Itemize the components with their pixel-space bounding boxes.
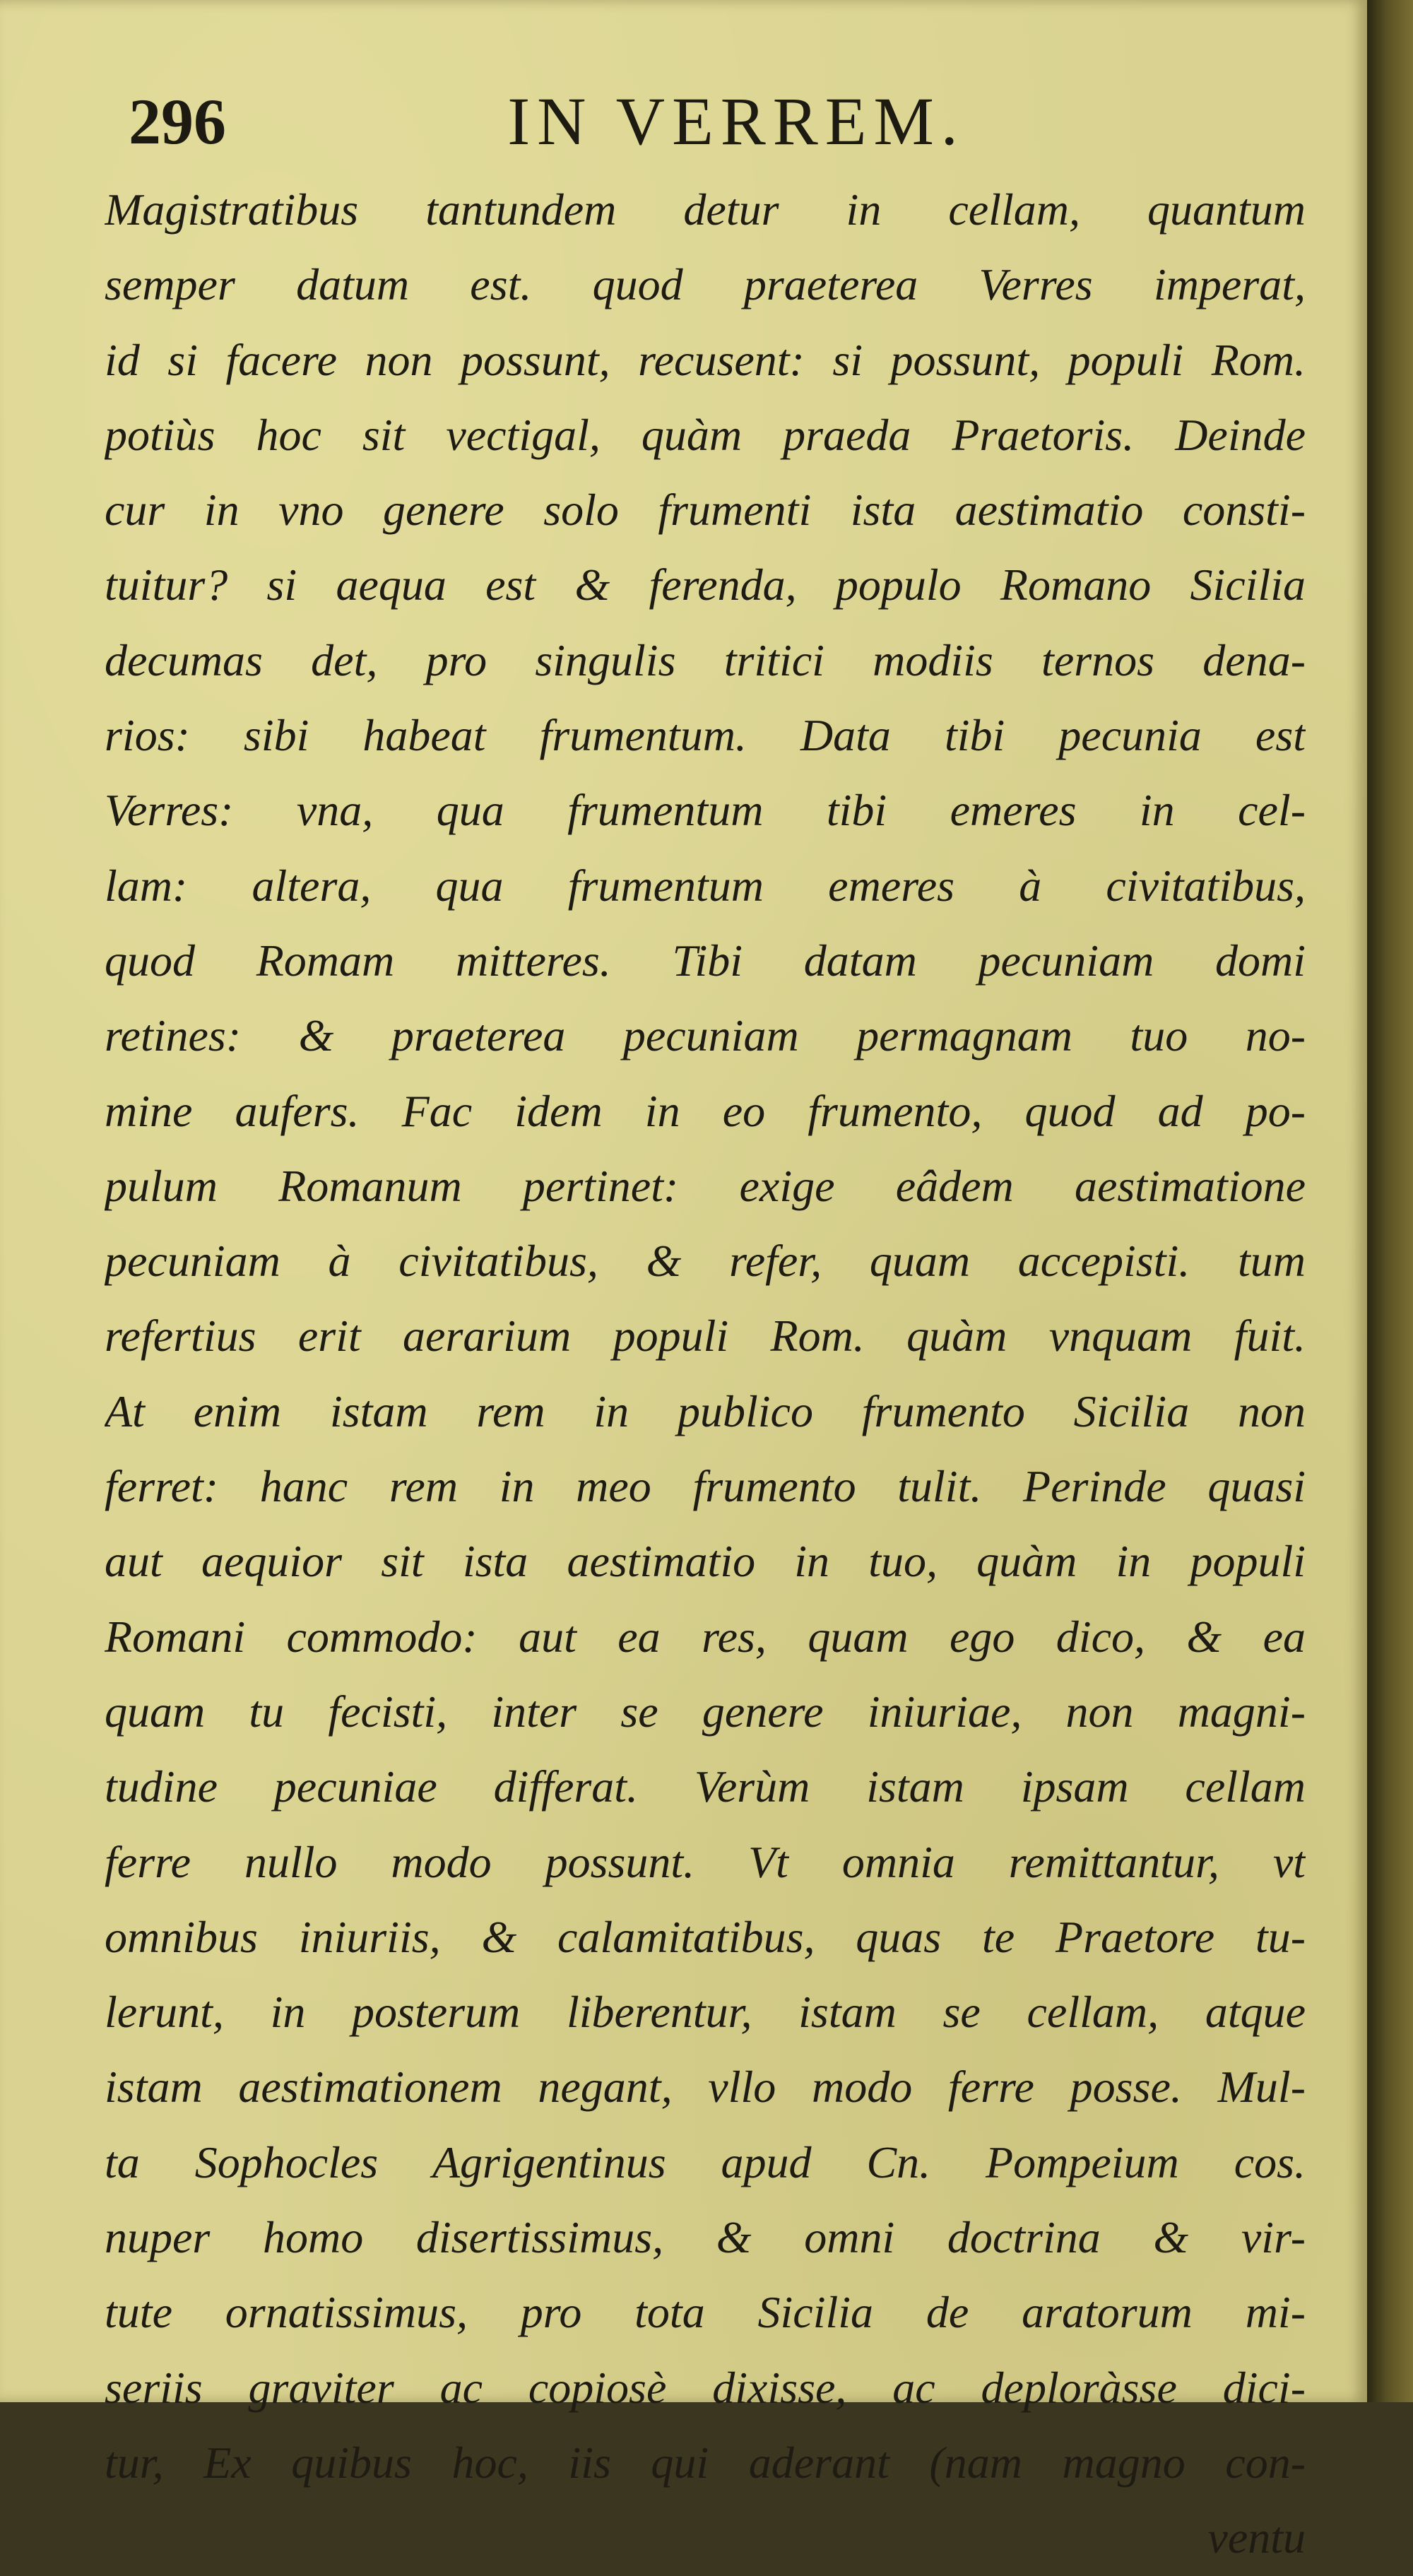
text-line: omnibus iniuriis, & calamitatibus, quas te Praetore tu- bbox=[105, 1911, 1306, 1962]
book-gutter bbox=[1367, 0, 1413, 2402]
text-line: Magistratibus tantundem detur in cellam, quantum bbox=[105, 184, 1306, 235]
text-line: nuper homo disertissimus, & omni doctrina & vir- bbox=[105, 2212, 1306, 2263]
text-line: decumas det, pro singulis tritici modiis ternos dena- bbox=[105, 634, 1306, 685]
text-line: mine aufers. Fac idem in eo frumento, quod ad po- bbox=[105, 1085, 1306, 1136]
text-line: id si facere non possunt, recusent: si possunt, populi Rom. bbox=[105, 334, 1306, 385]
text-line: tur, Ex quibus hoc, iis qui aderant (nam magno con- bbox=[105, 2437, 1306, 2488]
text-line: tudine pecuniae differat. Verùm istam ipsam cellam bbox=[105, 1761, 1306, 1812]
text-line: refertius erit aerarium populi Rom. quàm vnquam fuit. bbox=[105, 1311, 1306, 1361]
page-header bbox=[129, 79, 1287, 164]
text-line: tute ornatissimus, pro tota Sicilia de aratorum mi- bbox=[105, 2287, 1306, 2338]
text-line: seriis graviter ac copiosè dixisse, ac deploràsse dici- bbox=[105, 2362, 1306, 2413]
body-text bbox=[105, 172, 1306, 2576]
text-line: pulum Romanum pertinet: exige eâdem aestimatione bbox=[105, 1160, 1306, 1211]
text-line: ta Sophocles Agrigentinus apud Cn. Pompeium cos. bbox=[105, 2137, 1306, 2187]
running-title: IN VERREM. bbox=[507, 83, 965, 159]
text-line: aut aequior sit ista aestimatio in tuo, quàm in populi bbox=[105, 1536, 1306, 1587]
text-line: Romani commodo: aut ea res, quam ego dico, & ea bbox=[105, 1611, 1306, 1662]
text-line: lerunt, in posterum liberentur, istam se cellam, atque bbox=[105, 1987, 1306, 2038]
text-line: semper datum est. quod praeterea Verres imperat, bbox=[105, 259, 1306, 310]
text-line: At enim istam rem in publico frumento Sicilia non bbox=[105, 1386, 1306, 1436]
text-line: potiùs hoc sit vectigal, quàm praeda Praetoris. Deinde bbox=[105, 409, 1306, 460]
text-line: pecuniam à civitatibus, & refer, quam accepisti. tum bbox=[105, 1236, 1306, 1287]
text-line: cur in vno genere solo frumenti ista aestimatio consti- bbox=[105, 485, 1306, 536]
page-number: 296 bbox=[129, 85, 226, 158]
text-line: rios: sibi habeat frumentum. Data tibi pecunia est bbox=[105, 710, 1306, 761]
text-line: quod Romam mitteres. Tibi datam pecuniam domi bbox=[105, 935, 1306, 986]
text-line: Verres: vna, qua frumentum tibi emeres in cel- bbox=[105, 785, 1306, 836]
catchword: ventu bbox=[1207, 2512, 1306, 2563]
text-line: lam: altera, qua frumentum emeres à civitatibus, bbox=[105, 860, 1306, 911]
text-line: quam tu fecisti, inter se genere iniuriae, non magni- bbox=[105, 1686, 1306, 1737]
text-line: ferre nullo modo possunt. Vt omnia remittantur, vt bbox=[105, 1836, 1306, 1887]
text-line: istam aestimationem negant, vllo modo ferre posse. Mul- bbox=[105, 2062, 1306, 2113]
text-line: tuitur? si aequa est & ferenda, populo Romano Sicilia bbox=[105, 560, 1306, 610]
text-line: retines: & praeterea pecuniam permagnam tuo no- bbox=[105, 1010, 1306, 1061]
text-line: ferret: hanc rem in meo frumento tulit. Perinde quasi bbox=[105, 1461, 1306, 1512]
